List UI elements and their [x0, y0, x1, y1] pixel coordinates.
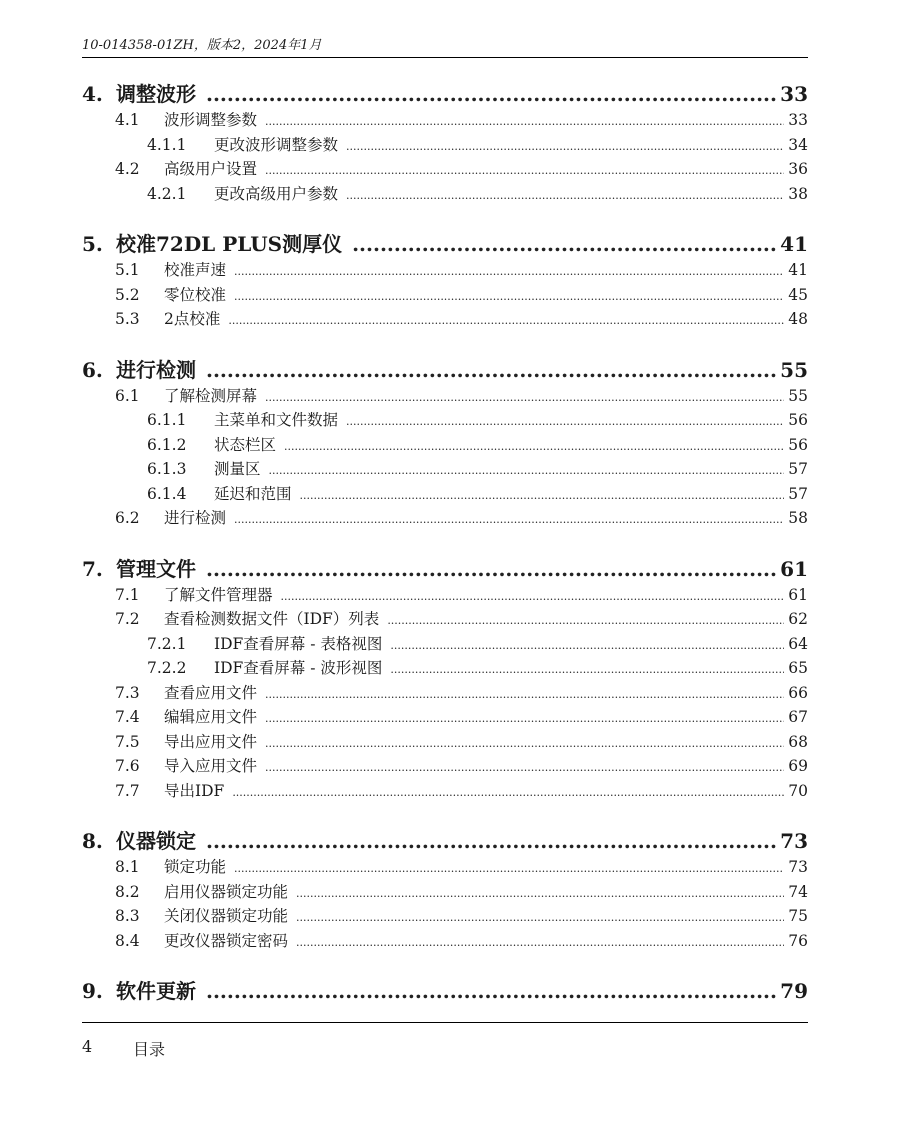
toc-entry-page: 55 — [788, 386, 808, 405]
toc-entry-title: 导入应用文件 — [164, 757, 258, 775]
toc-entry-number: 9. — [82, 979, 103, 1003]
toc-section-entry[interactable] — [82, 929, 808, 953]
toc-entry-page: 38 — [788, 184, 808, 203]
toc-entry-title: 了解文件管理器 — [164, 585, 273, 604]
toc-entry-title: 管理文件 — [116, 556, 196, 581]
page-footer — [82, 1022, 808, 1059]
toc-entry-title: 主菜单和文件数据 — [214, 411, 339, 429]
toc-section-entry[interactable] — [82, 705, 808, 729]
toc-section-entry[interactable] — [82, 607, 808, 631]
toc-entry-page: 61 — [788, 585, 808, 604]
toc-entry-number: 7.2 — [115, 610, 140, 628]
toc-entry-number: 6. — [82, 357, 103, 382]
toc-entry-page: 64 — [788, 634, 808, 653]
toc-leader-dots — [265, 159, 784, 183]
toc-chapter-entry[interactable] — [82, 80, 808, 108]
toc-entry-number: 6.1.2 — [147, 435, 187, 454]
toc-entry-number: 7.6 — [115, 757, 140, 775]
toc-section-entry[interactable] — [82, 182, 808, 206]
toc-leader-dots — [234, 260, 784, 284]
toc-section-entry[interactable] — [82, 408, 808, 432]
toc-chapter-entry[interactable] — [82, 356, 808, 384]
toc-entry-number: 6.1 — [115, 386, 140, 405]
toc-section-entry[interactable] — [82, 157, 808, 181]
running-header — [82, 38, 808, 58]
toc-entry-page: 33 — [788, 111, 808, 129]
toc-entry-title: 进行检测 — [164, 509, 227, 527]
toc-entry-number: 7.1 — [115, 585, 140, 604]
toc-entry-number: 6.2 — [115, 509, 140, 527]
toc-entry-title: 状态栏区 — [214, 435, 277, 454]
toc-entry-title: IDF查看屏幕 - 波形视图 — [214, 659, 383, 677]
toc-entry-page: 65 — [788, 659, 808, 677]
toc-entry-number: 7.3 — [115, 683, 140, 702]
toc-leader-dots — [346, 410, 784, 434]
toc-section-entry[interactable] — [82, 779, 808, 803]
toc-leader-dots — [387, 609, 784, 633]
toc-entry-number: 5.1 — [115, 261, 140, 279]
toc-entry-title: 软件更新 — [116, 979, 196, 1003]
toc-section-entry[interactable] — [82, 133, 808, 157]
toc-entry-number: 6.1.1 — [147, 411, 187, 429]
toc-entry-number: 4.2.1 — [147, 184, 187, 203]
toc-entry-page: 41 — [780, 232, 808, 256]
toc-leader-dots — [281, 585, 785, 609]
toc-entry-title: 启用仪器锁定功能 — [164, 882, 289, 901]
toc-section-entry[interactable] — [82, 681, 808, 705]
toc-leader-dots — [296, 906, 784, 930]
toc-leader-dots — [206, 827, 776, 855]
toc-entry-number: 8.4 — [115, 931, 140, 950]
toc-entry-title: 波形调整参数 — [164, 111, 258, 129]
toc-section-entry[interactable] — [82, 482, 808, 506]
toc-leader-dots — [265, 707, 784, 731]
toc-entry-title: 校准声速 — [164, 261, 227, 279]
toc-entry-page: 61 — [780, 556, 808, 581]
toc-entry-number: 6.1.4 — [147, 484, 187, 503]
toc-entry-number: 7.2.2 — [147, 659, 187, 677]
toc-leader-dots — [206, 977, 776, 1005]
toc-entry-title: 了解检测屏幕 — [164, 386, 258, 405]
toc-entry-page: 41 — [788, 261, 808, 279]
toc-leader-dots — [234, 857, 784, 881]
toc-entry-page: 66 — [788, 683, 808, 702]
footer-title: 目录 — [133, 1040, 166, 1059]
toc-section-entry[interactable] — [82, 904, 808, 928]
toc-entry-page: 70 — [788, 781, 808, 800]
toc-entry-number: 8.3 — [115, 907, 140, 925]
toc-section-entry[interactable] — [82, 108, 808, 132]
page-number: 4 — [82, 1037, 93, 1056]
toc-entry-number: 7.7 — [115, 781, 140, 800]
toc-section-entry[interactable] — [82, 730, 808, 754]
toc-entry-number: 5.3 — [115, 310, 140, 328]
toc-section-entry[interactable] — [82, 754, 808, 778]
toc-entry-title: 编辑应用文件 — [164, 708, 258, 726]
toc-entry-title: 查看应用文件 — [164, 683, 258, 702]
toc-entry-number: 7.2.1 — [147, 634, 187, 653]
toc-leader-dots — [346, 135, 784, 159]
toc-section-entry[interactable] — [82, 506, 808, 530]
toc-leader-dots — [234, 285, 784, 309]
toc-leader-dots — [269, 459, 785, 483]
toc-entry-page: 69 — [788, 757, 808, 775]
toc-leader-dots — [206, 80, 776, 108]
toc-leader-dots — [265, 110, 784, 134]
toc-entry-page: 57 — [788, 460, 808, 478]
toc-entry-number: 8.2 — [115, 882, 140, 901]
toc-section-entry[interactable] — [82, 433, 808, 457]
toc-chapter-entry[interactable] — [82, 555, 808, 583]
toc-entry-title: 仪器锁定 — [116, 829, 196, 853]
toc-entry-number: 5.2 — [115, 285, 140, 304]
toc-entry-title: 导出应用文件 — [164, 732, 258, 751]
header-text: 10-014358-01ZH，版本2，2024年1月 — [82, 38, 322, 53]
toc-leader-dots — [265, 756, 784, 780]
toc-entry-title: 导出IDF — [164, 781, 225, 800]
toc-chapter-entry[interactable] — [82, 827, 808, 855]
toc-section-entry[interactable] — [82, 457, 808, 481]
toc-section-entry[interactable] — [82, 283, 808, 307]
toc-entry-title: 延迟和范围 — [214, 484, 292, 503]
toc-leader-dots — [390, 658, 784, 682]
toc-leader-dots — [265, 683, 784, 707]
toc-entry-page: 68 — [788, 732, 808, 751]
toc-leader-dots — [284, 435, 784, 459]
toc-entry-number: 6.1.3 — [147, 460, 187, 478]
toc-entry-number: 8. — [82, 829, 103, 853]
toc-entry-page: 57 — [788, 484, 808, 503]
toc-leader-dots — [346, 184, 784, 208]
toc-entry-number: 8.1 — [115, 858, 140, 876]
toc-section-entry[interactable] — [82, 583, 808, 607]
toc-entry-page: 74 — [788, 882, 808, 901]
toc-entry-page: 79 — [780, 979, 808, 1003]
toc-entry-number: 7. — [82, 556, 103, 581]
toc-entry-number: 4.1 — [115, 111, 140, 129]
toc-entry-title: 高级用户设置 — [164, 160, 258, 178]
toc-section-entry[interactable] — [82, 855, 808, 879]
toc-chapter-entry[interactable] — [82, 230, 808, 258]
toc-leader-dots — [228, 309, 784, 333]
toc-entry-title: 进行检测 — [116, 357, 196, 382]
toc-entry-number: 7.4 — [115, 708, 140, 726]
toc-leader-dots — [296, 931, 784, 955]
toc-section-entry[interactable] — [82, 656, 808, 680]
toc-entry-page: 67 — [788, 708, 808, 726]
toc-entry-page: 36 — [788, 160, 808, 178]
toc-section-entry[interactable] — [82, 384, 808, 408]
toc-entry-title: 调整波形 — [116, 82, 196, 106]
toc-section-entry[interactable] — [82, 632, 808, 656]
toc-entry-title: 校准72DL PLUS测厚仪 — [116, 232, 343, 256]
toc-leader-dots — [265, 386, 784, 410]
toc-leader-dots — [390, 634, 784, 658]
toc-entry-page: 73 — [788, 858, 808, 876]
toc-entry-title: 2点校准 — [164, 310, 221, 328]
toc-entry-number: 7.5 — [115, 732, 140, 751]
toc-entry-page: 58 — [788, 509, 808, 527]
toc-entry-title: 测量区 — [214, 460, 261, 478]
toc-leader-dots — [232, 781, 784, 805]
toc-entry-number: 4.2 — [115, 160, 140, 178]
toc-entry-page: 56 — [788, 411, 808, 429]
toc-entry-page: 75 — [788, 907, 808, 925]
toc-chapter-entry[interactable] — [82, 977, 808, 1005]
toc-entry-number: 4.1.1 — [147, 135, 187, 154]
toc-entry-number: 5. — [82, 232, 103, 256]
toc-leader-dots — [206, 356, 776, 384]
toc-entry-title: 查看检测数据文件（IDF）列表 — [164, 610, 380, 628]
toc-entry-title: 零位校准 — [164, 285, 227, 304]
toc-entry-page: 73 — [780, 829, 808, 853]
toc-entry-page: 55 — [780, 357, 808, 382]
toc-leader-dots — [234, 508, 784, 532]
toc-entry-number: 4. — [82, 82, 103, 106]
toc-section-entry[interactable] — [82, 880, 808, 904]
toc-leader-dots — [352, 230, 776, 258]
toc-entry-title: 关闭仪器锁定功能 — [164, 907, 289, 925]
toc-entry-title: 更改仪器锁定密码 — [164, 931, 289, 950]
toc-entry-page: 33 — [780, 82, 808, 106]
toc-entry-title: IDF查看屏幕 - 表格视图 — [214, 634, 383, 653]
toc-entry-title: 锁定功能 — [164, 858, 227, 876]
toc-leader-dots — [296, 882, 784, 906]
toc-entry-title: 更改波形调整参数 — [214, 135, 339, 154]
toc-section-entry[interactable] — [82, 258, 808, 282]
toc-entry-title: 更改高级用户参数 — [214, 184, 339, 203]
toc-entry-page: 62 — [788, 610, 808, 628]
toc-entry-page: 45 — [788, 285, 808, 304]
toc-entry-page: 48 — [788, 310, 808, 328]
toc-entry-page: 34 — [788, 135, 808, 154]
toc-entry-page: 76 — [788, 931, 808, 950]
toc-leader-dots — [265, 732, 784, 756]
toc-entry-page: 56 — [788, 435, 808, 454]
toc-leader-dots — [300, 484, 785, 508]
toc-leader-dots — [206, 555, 776, 583]
toc-section-entry[interactable] — [82, 307, 808, 331]
